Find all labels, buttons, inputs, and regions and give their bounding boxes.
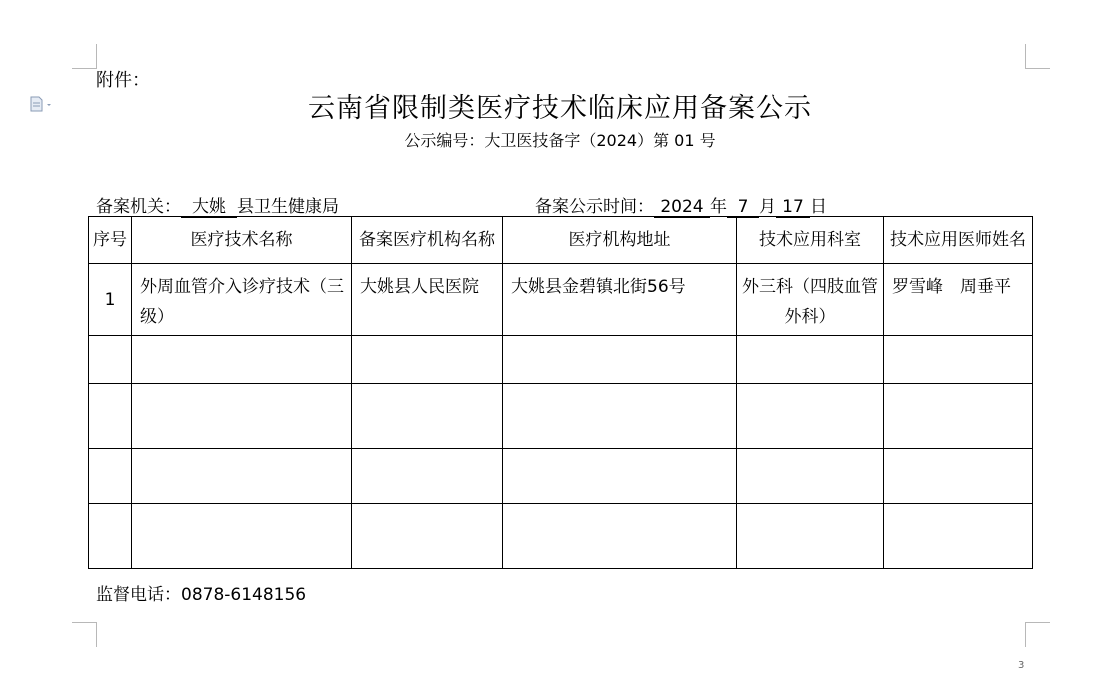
authority-county: 大姚 — [181, 197, 237, 218]
empty-cell — [737, 504, 884, 569]
empty-cell — [737, 384, 884, 449]
header-index: 序号 — [89, 217, 132, 264]
crop-mark-bottom-left — [72, 622, 97, 647]
empty-cell — [132, 384, 352, 449]
empty-cell — [352, 449, 503, 504]
empty-cell — [89, 336, 132, 384]
empty-cell — [884, 336, 1033, 384]
table-header-row — [89, 217, 1033, 264]
row-doctors: 罗雪峰 周垂平 — [884, 264, 1033, 336]
table-row — [89, 264, 1033, 336]
table-row-empty — [89, 336, 1033, 384]
filing-year: 2024 — [654, 197, 710, 218]
header-address: 医疗机构地址 — [503, 217, 737, 264]
empty-cell — [89, 384, 132, 449]
empty-cell — [132, 504, 352, 569]
page-number: 3 — [1018, 660, 1025, 671]
row-tech-name: 外周血管介入诊疗技术（三级） — [132, 264, 352, 336]
empty-cell — [884, 504, 1033, 569]
row-address: 大姚县金碧镇北街56号 — [503, 264, 737, 336]
header-department: 技术应用科室 — [737, 217, 884, 264]
empty-cell — [503, 449, 737, 504]
header-doctors: 技术应用医师姓名 — [884, 217, 1033, 264]
empty-cell — [503, 504, 737, 569]
filing-table — [88, 216, 1033, 569]
row-department: 外三科（四肢血管外科） — [737, 264, 884, 336]
year-unit: 年 — [710, 197, 727, 217]
filing-authority — [96, 192, 339, 218]
empty-cell — [884, 384, 1033, 449]
notice-number: 公示编号：大卫医技备字（2024）第 01 号 — [404, 131, 716, 150]
table-row-empty — [89, 449, 1033, 504]
authority-suffix: 县卫生健康局 — [237, 197, 339, 217]
month-unit: 月 — [759, 197, 776, 217]
crop-mark-top-left — [72, 44, 97, 69]
crop-mark-bottom-right — [1025, 622, 1050, 647]
empty-cell — [884, 449, 1033, 504]
empty-cell — [89, 449, 132, 504]
row-institution: 大姚县人民医院 — [352, 264, 503, 336]
time-label: 备案公示时间： — [535, 197, 654, 217]
empty-cell — [352, 504, 503, 569]
supervision-phone: 监督电话：0878-6148156 — [96, 585, 307, 605]
document-title: 云南省限制类医疗技术临床应用备案公示 — [308, 93, 812, 124]
table-row-empty — [89, 384, 1033, 449]
empty-cell — [89, 504, 132, 569]
filing-time — [535, 192, 827, 218]
crop-mark-top-right — [1025, 44, 1050, 69]
empty-cell — [352, 336, 503, 384]
table-row-empty — [89, 504, 1033, 569]
filing-month: 7 — [727, 197, 759, 218]
empty-cell — [737, 336, 884, 384]
empty-cell — [503, 336, 737, 384]
filing-day: 17 — [776, 197, 810, 218]
attachment-label: 附件： — [96, 70, 150, 91]
empty-cell — [352, 384, 503, 449]
empty-cell — [737, 449, 884, 504]
authority-label: 备案机关： — [96, 197, 181, 217]
empty-cell — [503, 384, 737, 449]
row-index: 1 — [89, 264, 132, 336]
header-tech-name: 医疗技术名称 — [132, 217, 352, 264]
day-unit: 日 — [810, 197, 827, 217]
empty-cell — [132, 449, 352, 504]
header-institution: 备案医疗机构名称 — [352, 217, 503, 264]
empty-cell — [132, 336, 352, 384]
